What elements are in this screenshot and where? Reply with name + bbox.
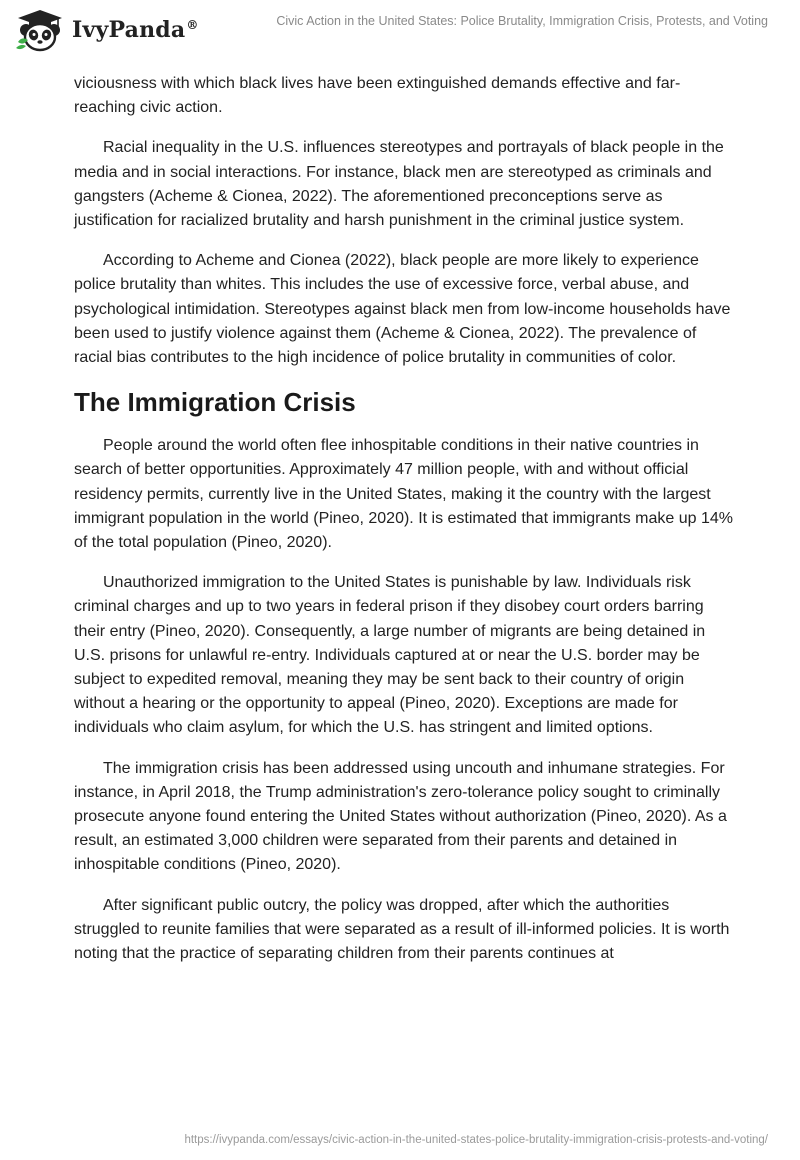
essay-content bbox=[74, 72, 734, 982]
section-heading: The Immigration Crisis bbox=[74, 387, 356, 418]
ivypanda-logo[interactable] bbox=[14, 8, 199, 52]
page-header bbox=[0, 0, 800, 62]
paragraph: The immigration crisis has been addressed using uncouth and inhumane strategies. For instance, in April 2018, the Trump administration's zero-tolerance policy sought to criminally prosecute anyone found entering the United States without authorization (Pineo, 2020). As a result, an estimated 3,000 children were separated from their parents and detained in inhospitable conditions (Pineo, 2020). bbox=[74, 759, 727, 874]
document-title: Civic Action in the United States: Police Brutality, Immigration Crisis, Protests, and Voting bbox=[276, 14, 768, 28]
logo-wordmark bbox=[72, 17, 199, 43]
registered-mark: ® bbox=[186, 17, 199, 32]
paragraph: People around the world often flee inhospitable conditions in their native countries in search of better opportunities. Approximately 47 million people, with and without official residency permits, currently live in the United States, making it the country with the largest immigrant population in the world (Pineo, 2020). It is estimated that immigrants make up 14% of the total population (Pineo, 2020). bbox=[74, 437, 733, 552]
paragraph: Racial inequality in the U.S. influences stereotypes and portrayals of black people in the media and in social interactions. For instance, black men are stereotyped as criminals and gangsters (Acheme & Cionea, 2022). The aforementioned preconceptions serve as justification for racialized brutality and harsh punishment in the criminal justice system. bbox=[74, 139, 724, 230]
panda-graduate-icon bbox=[14, 8, 66, 52]
paragraph: After significant public outcry, the policy was dropped, after which the authorities struggled to reunite families that were separated as a result of ill-informed policies. It is worth noting that the practice of separating children from their parents continues at bbox=[74, 896, 730, 963]
logo-name: IvyPanda bbox=[72, 17, 186, 43]
paragraph-continued: viciousness with which black lives have been extinguished demands effective and far-reaching civic action. bbox=[74, 75, 681, 117]
paragraph: According to Acheme and Cionea (2022), black people are more likely to experience police brutality than whites. This includes the use of excessive force, verbal abuse, and psychological intimidation. Stereotypes against black men from low-income households have been used to justify violence against them (Acheme & Cionea, 2022). The prevalence of racial bias contributes to the high incidence of police brutality in communities of color. bbox=[74, 252, 731, 367]
source-url[interactable]: https://ivypanda.com/essays/civic-action-in-the-united-states-police-brutality-immigration-crisis-protests-and-voting/ bbox=[184, 1134, 768, 1146]
paragraph: Unauthorized immigration to the United States is punishable by law. Individuals risk criminal charges and up to two years in federal prison if they disobey court orders barring their entry (Pineo, 2020). Consequently, a large number of migrants are being detained in U.S. prisons for unlawful re-entry. Individuals captured at or near the U.S. border may be subject to expedited removal, meaning they may be sent back to their country of origin without a hearing or the opportunity to appeal (Pineo, 2020). Exceptions are made for individuals who claim asylum, for which the U.S. has stringent and limited options. bbox=[74, 574, 706, 737]
